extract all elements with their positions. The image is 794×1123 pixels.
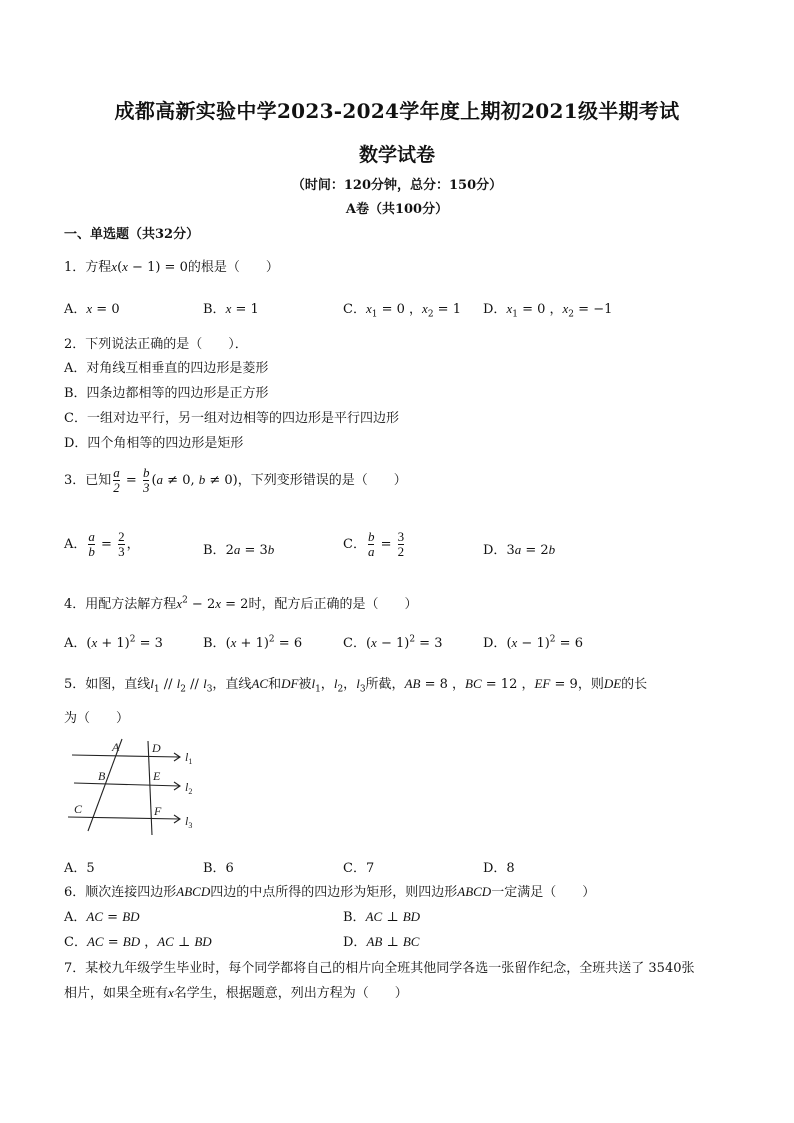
transversal-df [148,741,152,835]
q4-option-b: B．$(x + 1)^2 = 6$ [203,634,303,651]
label-l2: $l_2$ [185,780,193,796]
q2-option-a: A．对角线互相垂直的四边形是菱形 [64,361,269,376]
q3-stem-pre: 3．已知 [64,473,112,488]
question-7-stem: 7．某校九年级学生毕业时，每个同学都将自己的相片向全班其他同学各选一张留作纪念，全班共送了 3540张 [64,961,695,976]
q3-option-c: C． $\frac{b}{a}$ = $\frac{3}{2}$ [343,529,405,559]
time-info: （时间：120分钟，总分：150分） [291,178,503,193]
q2-option-c: C．一组对边平行，另一组对边相等的四边形是平行四边形 [64,411,399,426]
question-5-stem: 5．如图，直线$l_1 // l_2 // l_3$，直线AC和DF被$l_1$，$l_2$，$l_3$所截，AB = 8 ，BC = 12 ，EF = 9，则DE的长 [64,676,648,695]
q5-option-c: C．7 [343,861,375,876]
question-1-stem [64,256,279,275]
q6-option-b: B．AC ⊥ BD [343,909,421,925]
q4-equation: $x^2 - 2x = 2$ [176,595,249,612]
label-e: E [153,769,161,783]
label-f: F [154,804,162,818]
q3-option-a: A． $\frac{a}{b}$ = $\frac{2}{3}$ ， [64,529,140,559]
question-4-stem [64,593,417,612]
q4-stem-pre: 4．用配方法解方程 [64,597,177,612]
label-l1: $l_1$ [185,750,193,766]
label-a: A [112,740,120,754]
q1-option-a: A．x = 0 [64,301,120,317]
label-c: C [74,802,83,816]
q3-option-b: B．2a = 3b [203,542,275,558]
q5-option-a: A．5 [64,861,95,876]
q6-option-c: C．AC = BD ，AC ⊥ BD [64,934,212,950]
q1-option-d: D．$x_1 = 0$ ，$x_2 = -1$ [483,301,613,320]
q5-stem-line2: 为（ ） [64,711,130,726]
section-title: 一、单选题（共32分） [64,227,200,242]
q4-option-c: C．$(x - 1)^2 = 3$ [343,634,443,651]
q4-stem-post: 时，配方后正确的是（ ） [248,597,418,612]
question-2-stem: 2．下列说法正确的是（ ）． [64,337,248,352]
q3-stem-post: ，下列变形错误的是（ ） [237,473,407,488]
label-l3: $l_3$ [185,814,193,830]
q5-option-b: B．6 [203,861,234,876]
q3-fraction-a2: $\frac{a}{2}$ [113,465,120,495]
exam-subtitle: 数学试卷 [358,144,435,166]
question-3-stem: 3．已知 $\frac{a}{2}$ = $\frac{b}{3}$ (a ≠ 0, b ≠ 0)，下列变形错误的是（ ） [64,465,407,495]
volume-label: A卷（共100分） [345,202,449,217]
q6-option-d: D．AB ⊥ BC [343,934,420,950]
q1-stem-pre: 1．方程 [64,260,112,275]
q7-stem-line2: 相片，如果全班有x名学生，根据题意，列出方程为（ ） [64,985,408,1001]
q3-option-d: D．3a = 2b [483,542,556,558]
q1-option-b: B．x = 1 [203,301,259,317]
label-b: B [98,769,106,783]
q5-option-d: D．8 [483,861,515,876]
q6-option-a: A．AC = BD [64,909,140,925]
line-l1 [72,755,180,757]
question-6-stem: 6．顺次连接四边形ABCD四边的中点所得的四边形为矩形，则四边形ABCD一定满足（ ） [64,884,596,900]
parallel-lines-figure [64,735,204,835]
q3-fraction-b3: $\frac{b}{3}$ [142,465,150,495]
q4-option-d: D．$(x - 1)^2 = 6$ [483,634,583,651]
label-d: D [152,741,161,755]
q1-stem-post: 的根是（ ） [187,260,279,275]
q2-option-b: B．四条边都相等的四边形是正方形 [64,386,269,401]
line-l3 [68,817,180,819]
exam-title: 成都高新实验中学2023-2024学年度上期初2021级半期考试 [114,99,680,123]
q1-equation: x(x − 1) = 0 [111,259,188,275]
q4-option-a: A．$(x + 1)^2 = 3$ [64,634,163,651]
q1-option-c: C．$x_1 = 0$ ，$x_2 = 1$ [343,301,461,320]
q2-option-d: D．四个角相等的四边形是矩形 [64,436,244,451]
line-l2 [74,783,180,786]
